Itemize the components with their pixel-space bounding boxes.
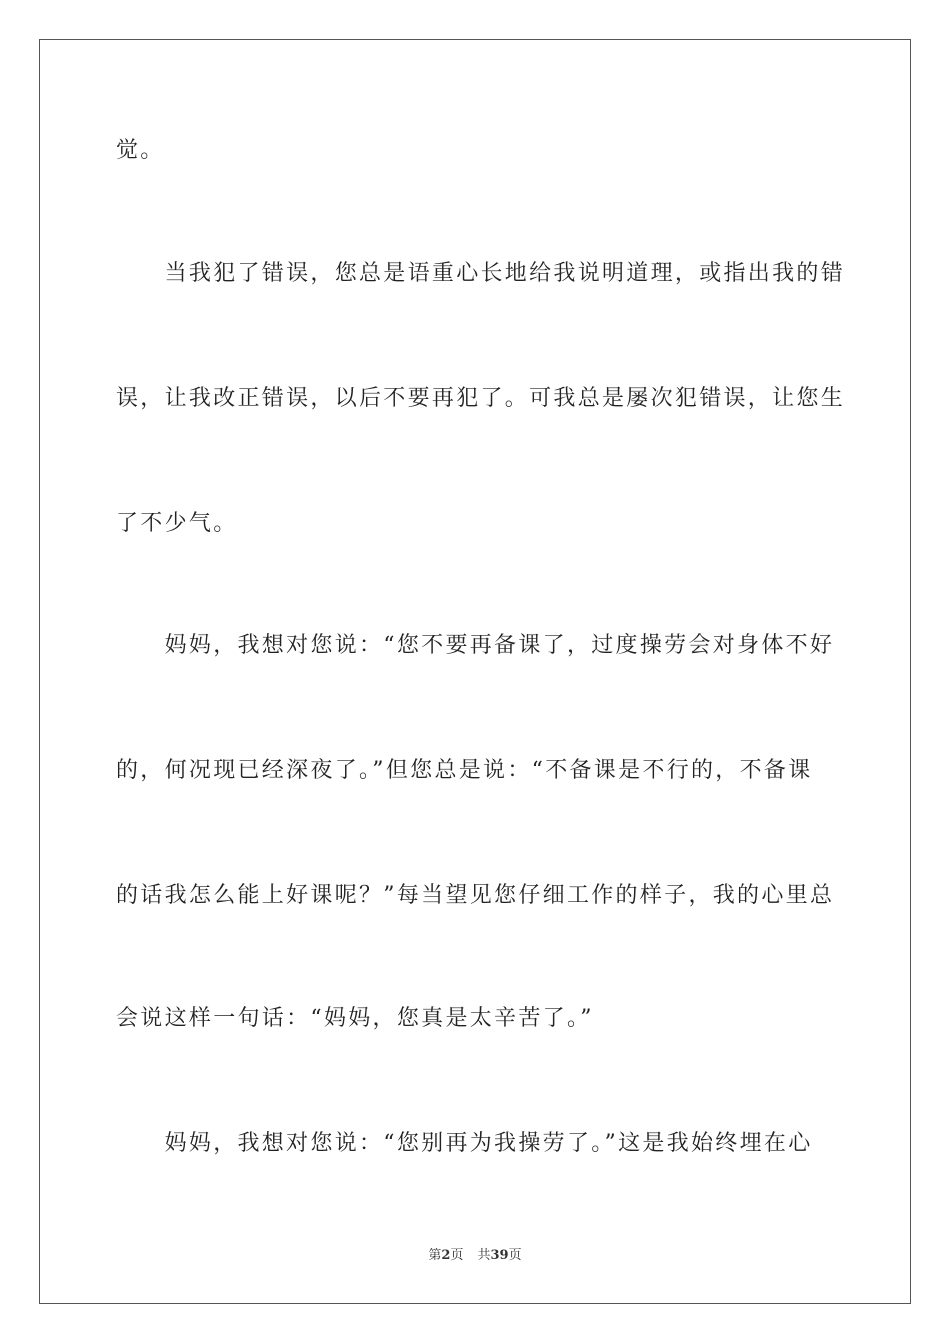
- page-suffix: 页: [450, 1248, 464, 1263]
- text-line: 会说这样一句话：“妈妈，您真是太辛苦了。”: [116, 1006, 594, 1031]
- text-line: 误，让我改正错误，以后不要再犯了。可我总是屡次犯错误，让您生: [116, 386, 846, 411]
- text-line: 了不少气。: [116, 511, 238, 536]
- text-line: 的话我怎么能上好课呢？”每当望见您仔细工作的样子，我的心里总: [116, 883, 835, 908]
- page-border: [39, 39, 911, 1304]
- page-number: 2: [441, 1248, 451, 1263]
- text-line: 妈妈，我想对您说：“您不要再备课了，过度操劳会对身体不好: [116, 633, 835, 658]
- total-suffix: 页: [508, 1248, 522, 1263]
- text-line: 觉。: [116, 138, 165, 163]
- page-prefix: 第: [428, 1248, 442, 1263]
- page-footer: [0, 1248, 950, 1264]
- total-prefix: 共: [477, 1248, 491, 1263]
- text-line: 妈妈，我想对您说：“您别再为我操劳了。”这是我始终埋在心: [116, 1131, 813, 1156]
- total-pages: 39: [490, 1248, 509, 1263]
- text-line: 当我犯了错误，您总是语重心长地给我说明道理，或指出我的错: [116, 261, 846, 286]
- text-line: 的，何况现已经深夜了。”但您总是说：“不备课是不行的，不备课: [116, 758, 813, 783]
